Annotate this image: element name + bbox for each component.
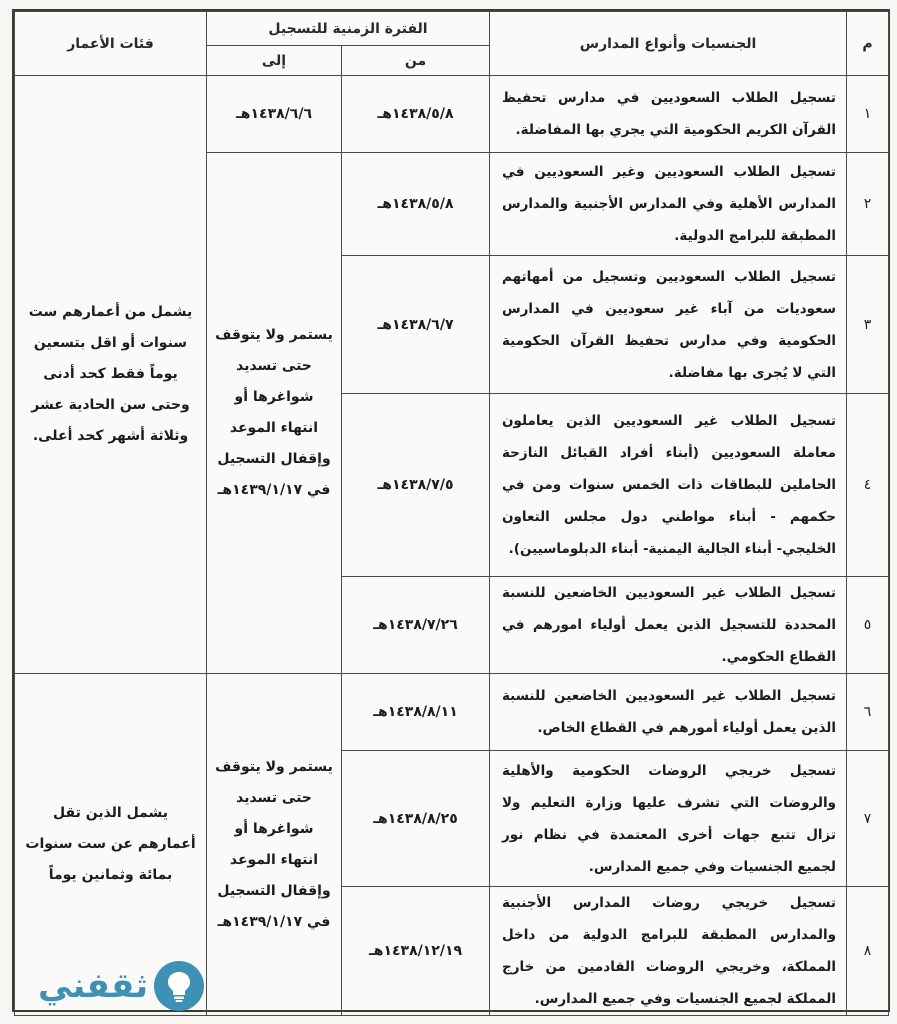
row-index: ٣ xyxy=(847,256,889,394)
lightbulb-icon xyxy=(154,961,204,1011)
header-ages: فئات الأعمار xyxy=(15,12,207,76)
header-type: الجنسيات وأنواع المدارس xyxy=(490,12,847,76)
row-from-date: ١٤٣٨/٧/٥هـ xyxy=(342,394,490,577)
age-group-a: يشمل من أعمارهم ست سنوات أو اقل بتسعين يوماً فقط كحد أدنى وحتى سن الحادية عشر وثلاثة أشهر كحد أعلى. xyxy=(15,76,207,674)
row-index: ٢ xyxy=(847,153,889,256)
row-index: ٧ xyxy=(847,751,889,887)
schedule-table xyxy=(14,11,889,1016)
row-from-date: ١٤٣٨/١٢/١٩هـ xyxy=(342,887,490,1016)
header-from: من xyxy=(342,46,490,76)
row-from-date: ١٤٣٨/٨/٢٥هـ xyxy=(342,751,490,887)
table-row xyxy=(15,674,889,751)
row-description: تسجيل الطلاب غير السعوديين الذين يعاملون معاملة السعوديين (أبناء أفراد القبائل النازحة الحاملين للبطاقات ذات الخمس سنوات ومن في حكمهم - أبناء مواطني دول مجلس التعاون الخليجي- أبناء الجالية اليمنية- أبناء الدبلوماسيين). xyxy=(490,394,847,577)
row-from-date: ١٤٣٨/٨/١١هـ xyxy=(342,674,490,751)
row-description: تسجيل الطلاب السعوديين وغير السعوديين في المدارس الأهلية وفي المدارس الأجنبية والمدارس المطبقة للبرامج الدولية. xyxy=(490,153,847,256)
row-index: ٥ xyxy=(847,577,889,674)
site-watermark-logo xyxy=(14,958,204,1014)
row-description: تسجيل الطلاب غير السعوديين الخاضعين للنسبة المحددة للتسجيل الذين يعمل أولياء امورهم في القطاع الحكومي. xyxy=(490,577,847,674)
row-index: ٤ xyxy=(847,394,889,577)
header-period: الفترة الزمنية للتسجيل xyxy=(207,12,490,46)
row-description: تسجيل الطلاب غير السعوديين الخاضعين للنسبة الذين يعمل أولياء أمورهم في القطاع الخاص. xyxy=(490,674,847,751)
row-from-date: ١٤٣٨/٥/٨هـ xyxy=(342,153,490,256)
row-description: تسجيل الطلاب السعوديين في مدارس تحفيظ القرآن الكريم الحكومية التي يجري بها المفاضلة. xyxy=(490,76,847,153)
row-description: تسجيل خريجي الروضات الحكومية والأهلية والروضات التي تشرف عليها وزارة التعليم ولا تزال تتبع جهات أخرى المعتمدة في نظام نور لجميع الجنسيات وفي جميع المدارس. xyxy=(490,751,847,887)
row-index: ٦ xyxy=(847,674,889,751)
header-index: م xyxy=(847,12,889,76)
row-from-date: ١٤٣٨/٥/٨هـ xyxy=(342,76,490,153)
row-index: ٨ xyxy=(847,887,889,1016)
watermark-text: ثقفني xyxy=(38,966,148,1006)
row-from-date: ١٤٣٨/٧/٢٦هـ xyxy=(342,577,490,674)
row-index: ١ xyxy=(847,76,889,153)
row-description: تسجيل الطلاب السعوديين وتسجيل من أمهاتهم سعوديات من آباء غير سعوديين في المدارس الحكومية وفي مدارس تحفيظ القرآن الحكومية التي لا يُجرى بها مفاضلة. xyxy=(490,256,847,394)
to-group-b: يستمر ولا يتوقف حتى تسديد شواغرها أو انتهاء الموعد وإقفال التسجيل في ١٤٣٩/١/١٧هـ xyxy=(207,674,342,1016)
to-group-a: يستمر ولا يتوقف حتى تسديد شواغرها أو انتهاء الموعد وإقفال التسجيل في ١٤٣٩/١/١٧هـ xyxy=(207,153,342,674)
header-to: إلى xyxy=(207,46,342,76)
row-description: تسجيل خريجي روضات المدارس الأجنبية والمدارس المطبقة للبرامج الدولية من داخل المملكة، وخريجي الروضات القادمين من خارج المملكة لجميع الجنسيات وفي جميع المدارس. xyxy=(490,887,847,1016)
row-from-date: ١٤٣٨/٦/٧هـ xyxy=(342,256,490,394)
registration-schedule-document xyxy=(12,9,890,1012)
age-group-b: يشمل الذين تقل أعمارهم عن ست سنوات بمائة وثمانين يوماً xyxy=(15,674,207,1016)
row-to-date: ١٤٣٨/٦/٦هـ xyxy=(207,76,342,153)
table-row xyxy=(15,76,889,153)
